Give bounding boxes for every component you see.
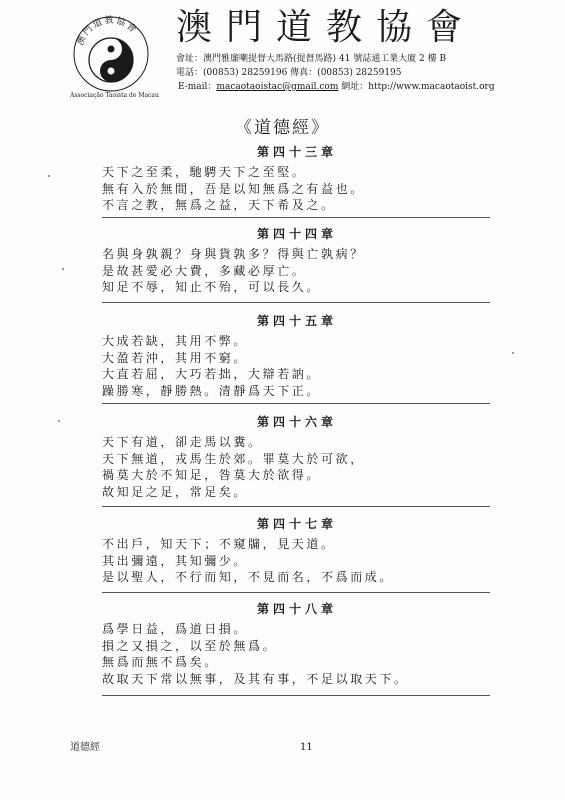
document-title: 《道德經》 bbox=[235, 118, 330, 138]
chapter-45 bbox=[102, 314, 492, 399]
chapter-heading: 第四十三章 bbox=[256, 145, 337, 159]
chapter-divider bbox=[102, 592, 490, 593]
verse-line: 故取天下常以無事，及其有事，不足以取天下。 bbox=[102, 671, 409, 686]
phone-fax-line: 電話：(00853) 28259196 傳真：(00853) 28259195 bbox=[176, 68, 402, 78]
scan-speck bbox=[48, 175, 50, 177]
chapter-heading: 第四十六章 bbox=[256, 415, 337, 429]
verse-line: 天下無道，戎馬生於郊。罪莫大於可欲， bbox=[102, 451, 365, 466]
chapter-44 bbox=[102, 227, 492, 296]
chapter-divider bbox=[102, 403, 490, 404]
scan-speck bbox=[62, 268, 64, 270]
verse-line: 天下有道，卻走馬以糞。 bbox=[102, 435, 263, 449]
chapter-divider bbox=[102, 217, 490, 218]
verse-line: 大成若缺，其用不弊。 bbox=[102, 334, 249, 348]
verse-line: 無爲而無不爲矣。 bbox=[102, 655, 219, 669]
verse-line: 不言之教，無爲之益，天下希及之。 bbox=[102, 198, 336, 212]
verse-line: 天下之至柔，馳騁天下之至堅。 bbox=[102, 165, 307, 179]
chapter-48 bbox=[102, 602, 492, 687]
yin-yang-logo bbox=[70, 8, 159, 106]
chapter-heading: 第四十四章 bbox=[256, 227, 337, 241]
verse-line: 不出戶，知天下；不窺牖，見天道。 bbox=[102, 537, 336, 551]
logo-ring-text: 澳門道教協會 bbox=[75, 15, 140, 48]
verse-line: 禍莫大於不知足，咎莫大於欲得。 bbox=[102, 468, 322, 482]
logo-caption: Associação Taoista de Macau bbox=[70, 92, 159, 99]
email-link[interactable]: macaotaoistac@gmail.com bbox=[216, 82, 339, 92]
verse-line: 是以聖人，不行而知，不見而名，不爲而成。 bbox=[102, 570, 395, 584]
verse-line: 故知足之足，常足矣。 bbox=[102, 484, 249, 499]
address-line: 會址：澳門雅廉喇提督大馬路(提督馬路) 41 號誌通工業大廈 2 樓 B bbox=[176, 54, 447, 64]
email-website-line bbox=[178, 81, 495, 93]
verse-line: 爲學日益，爲道日損。 bbox=[102, 622, 249, 636]
verse-line: 無有入於無間，吾是以知無爲之有益也。 bbox=[102, 181, 365, 196]
website-text: 網址：http://www.macaotaoist.org bbox=[338, 82, 495, 92]
page-number: 11 bbox=[300, 742, 313, 753]
chapter-heading: 第四十七章 bbox=[256, 517, 337, 531]
chapter-divider bbox=[102, 506, 490, 507]
verse-line: 躁勝寒，靜勝熱。清靜爲天下正。 bbox=[102, 383, 322, 398]
chapter-47 bbox=[102, 517, 492, 586]
yin-yang-icon bbox=[70, 8, 152, 92]
chapter-heading: 第四十五章 bbox=[256, 314, 337, 328]
verse-line: 大盈若沖，其用不窮。 bbox=[102, 350, 249, 365]
scan-speck bbox=[512, 352, 514, 354]
chapter-46 bbox=[102, 415, 492, 500]
organization-name: 澳門道教協會 bbox=[176, 7, 477, 48]
footer-document-name: 道德經 bbox=[70, 742, 100, 753]
chapter-heading: 第四十八章 bbox=[256, 602, 337, 616]
verse-line: 知足不辱，知止不殆，可以長久。 bbox=[102, 280, 322, 294]
chapter-43 bbox=[102, 145, 492, 214]
email-label: E-mail： bbox=[178, 82, 217, 92]
verse-line: 是故甚愛必大費，多藏必厚亡。 bbox=[102, 263, 307, 278]
chapter-divider bbox=[102, 302, 490, 303]
verse-line: 名與身孰親？身與貨孰多？得與亡孰病？ bbox=[102, 247, 365, 261]
verse-line: 大直若屈，大巧若拙，大辯若訥。 bbox=[102, 367, 322, 381]
chapter-divider bbox=[102, 695, 490, 696]
verse-line: 其出彌遠，其知彌少。 bbox=[102, 553, 249, 568]
scan-speck bbox=[58, 420, 60, 422]
verse-line: 損之又損之，以至於無爲。 bbox=[102, 638, 278, 653]
